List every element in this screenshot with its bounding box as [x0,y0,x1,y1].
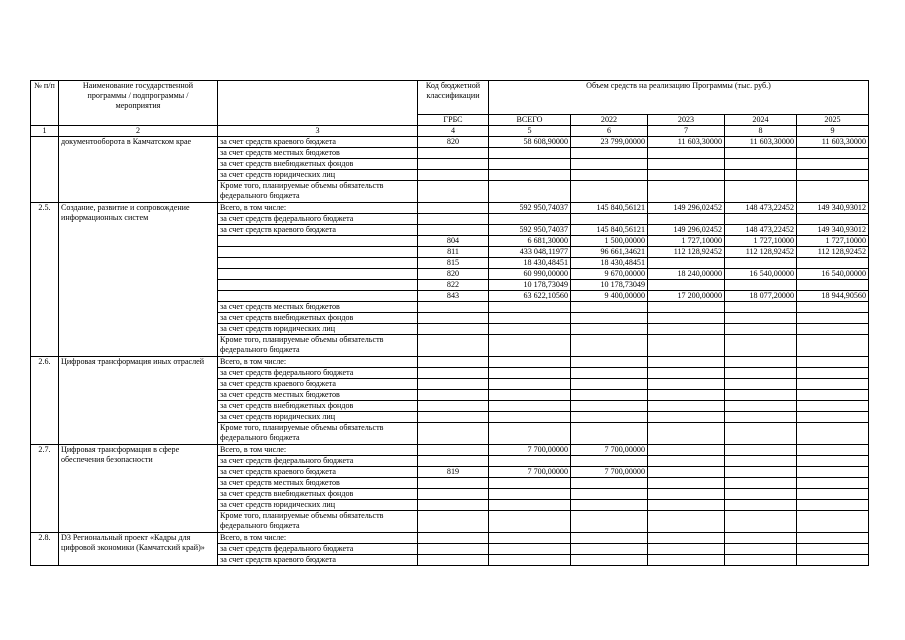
value-2023-cell [648,488,725,499]
value-2024-cell [725,411,797,422]
grbs-code-cell: 815 [418,257,489,268]
total-cell [489,356,571,367]
funding-source-cell: за счет средств краевого бюджета [218,378,418,389]
value-2025-cell: 112 128,92452 [797,246,869,257]
value-2023-cell [648,444,725,455]
value-2022-cell [571,532,648,543]
value-2025-cell [797,554,869,565]
grbs-code-cell [418,422,489,444]
value-2025-cell: 1 727,10000 [797,235,869,246]
total-cell [489,554,571,565]
funding-source-cell: за счет средств федерального бюджета [218,455,418,466]
funding-source-cell: за счет средств местных бюджетов [218,301,418,312]
value-2024-cell [725,477,797,488]
value-2022-cell [571,356,648,367]
grbs-code-cell [418,499,489,510]
funding-source-cell: за счет средств внебюджетных фондов [218,158,418,169]
value-2024-cell [725,378,797,389]
value-2022-cell: 1 500,00000 [571,235,648,246]
value-2025-cell [797,147,869,158]
header-blank [218,81,418,126]
section-name: документооборота в Камчатском крае [59,136,218,202]
value-2023-cell [648,180,725,202]
value-2025-cell [797,334,869,356]
value-2023-cell: 1 727,10000 [648,235,725,246]
grbs-code-cell [418,510,489,532]
funding-source-cell: за счет средств юридических лиц [218,169,418,180]
value-2024-cell [725,367,797,378]
value-2024-cell [725,169,797,180]
value-2022-cell: 96 661,34621 [571,246,648,257]
grbs-code-cell [418,444,489,455]
header-name: Наименование государственной программы / подпрограммы / мероприятия [59,81,218,126]
value-2024-cell [725,422,797,444]
value-2023-cell [648,323,725,334]
value-2024-cell: 112 128,92452 [725,246,797,257]
grbs-code-cell [418,400,489,411]
value-2025-cell [797,532,869,543]
value-2024-cell [725,323,797,334]
value-2025-cell [797,499,869,510]
value-2024-cell: 18 077,20000 [725,290,797,301]
value-2024-cell: 16 540,00000 [725,268,797,279]
total-cell [489,510,571,532]
value-2025-cell [797,279,869,290]
value-2022-cell: 10 178,73049 [571,279,648,290]
funding-source-cell: Кроме того, планируемые объемы обязательств федерального бюджета [218,510,418,532]
total-cell: 433 048,11977 [489,246,571,257]
total-cell: 60 990,00000 [489,268,571,279]
grbs-code-cell [418,158,489,169]
value-2025-cell [797,301,869,312]
value-2024-cell: 1 727,10000 [725,235,797,246]
total-cell [489,389,571,400]
value-2025-cell [797,455,869,466]
funding-source-cell [218,279,418,290]
table-header [31,81,869,137]
value-2023-cell [648,158,725,169]
table-row [31,136,869,147]
value-2023-cell [648,213,725,224]
funding-source-cell: за счет средств краевого бюджета [218,554,418,565]
total-cell [489,147,571,158]
value-2022-cell: 145 840,56121 [571,224,648,235]
value-2022-cell: 7 700,00000 [571,466,648,477]
value-2024-cell [725,312,797,323]
total-cell: 63 622,10560 [489,290,571,301]
grbs-code-cell [418,312,489,323]
value-2024-cell [725,389,797,400]
funding-source-cell: за счет средств федерального бюджета [218,367,418,378]
grbs-code-cell: 820 [418,268,489,279]
value-2025-cell: 11 603,30000 [797,136,869,147]
value-2024-cell [725,543,797,554]
grbs-code-cell [418,367,489,378]
funding-source-cell: за счет средств федерального бюджета [218,543,418,554]
grbs-code-cell [418,477,489,488]
value-2024-cell [725,301,797,312]
funding-source-cell: за счет средств юридических лиц [218,323,418,334]
funding-source-cell: Всего, в том числе: [218,202,418,213]
funding-source-cell: за счет средств внебюджетных фондов [218,488,418,499]
value-2024-cell [725,444,797,455]
funding-source-cell: за счет средств краевого бюджета [218,224,418,235]
value-2023-cell: 149 296,02452 [648,224,725,235]
value-2023-cell [648,378,725,389]
grbs-code-cell [418,147,489,158]
value-2022-cell: 9 670,00000 [571,268,648,279]
column-number: 9 [797,126,869,137]
header-total: ВСЕГО [489,115,571,126]
value-2023-cell [648,499,725,510]
value-2025-cell: 149 340,93012 [797,224,869,235]
value-2025-cell [797,257,869,268]
value-2022-cell [571,213,648,224]
value-2025-cell [797,378,869,389]
value-2025-cell [797,466,869,477]
total-cell [489,411,571,422]
value-2024-cell [725,147,797,158]
value-2023-cell [648,510,725,532]
header-2022: 2022 [571,115,648,126]
funding-source-cell [218,290,418,301]
value-2025-cell [797,158,869,169]
value-2022-cell [571,499,648,510]
value-2022-cell [571,334,648,356]
value-2022-cell: 145 840,56121 [571,202,648,213]
value-2025-cell [797,510,869,532]
grbs-code-cell [418,389,489,400]
grbs-code-cell [418,532,489,543]
header-volume: Объем средств на реализацию Программы (тыс. руб.) [489,81,869,115]
column-number: 5 [489,126,571,137]
value-2024-cell [725,499,797,510]
total-cell [489,169,571,180]
grbs-code-cell [418,213,489,224]
table-row [31,532,869,543]
grbs-code-cell [418,169,489,180]
value-2022-cell [571,367,648,378]
grbs-code-cell: 843 [418,290,489,301]
funding-source-cell: Всего, в том числе: [218,356,418,367]
total-cell [489,488,571,499]
grbs-code-cell [418,378,489,389]
value-2024-cell [725,213,797,224]
header-code: Код бюджетной классификации [418,81,489,115]
column-number: 3 [218,126,418,137]
grbs-code-cell [418,180,489,202]
value-2024-cell [725,400,797,411]
section-name: Создание, развитие и сопровождение информационных систем [59,202,218,356]
header-2025: 2025 [797,115,869,126]
total-cell [489,213,571,224]
total-cell [489,367,571,378]
value-2023-cell [648,400,725,411]
column-number: 1 [31,126,59,137]
value-2025-cell [797,312,869,323]
value-2025-cell [797,477,869,488]
value-2024-cell [725,554,797,565]
value-2023-cell [648,367,725,378]
value-2022-cell [571,422,648,444]
funding-source-cell [218,246,418,257]
grbs-code-cell: 820 [418,136,489,147]
value-2022-cell [571,510,648,532]
value-2023-cell: 17 200,00000 [648,290,725,301]
funding-source-cell: Кроме того, планируемые объемы обязательств федерального бюджета [218,180,418,202]
grbs-code-cell [418,356,489,367]
funding-source-cell: за счет средств федерального бюджета [218,213,418,224]
total-cell [489,334,571,356]
value-2023-cell [648,301,725,312]
value-2022-cell: 23 799,00000 [571,136,648,147]
value-2024-cell [725,488,797,499]
value-2022-cell [571,323,648,334]
value-2024-cell [725,279,797,290]
header-2024: 2024 [725,115,797,126]
value-2025-cell: 18 944,90560 [797,290,869,301]
funding-source-cell: за счет средств краевого бюджета [218,136,418,147]
total-cell [489,477,571,488]
table-body [31,136,869,565]
total-cell: 7 700,00000 [489,444,571,455]
total-cell: 592 950,74037 [489,224,571,235]
funding-source-cell: Кроме того, планируемые объемы обязательств федерального бюджета [218,422,418,444]
value-2022-cell [571,554,648,565]
funding-source-cell: за счет средств местных бюджетов [218,477,418,488]
value-2024-cell: 148 473,22452 [725,224,797,235]
table-row [31,444,869,455]
value-2023-cell: 18 240,00000 [648,268,725,279]
total-cell [489,543,571,554]
grbs-code-cell [418,301,489,312]
value-2022-cell: 7 700,00000 [571,444,648,455]
total-cell: 592 950,74037 [489,202,571,213]
header-grbs: ГРБС [418,115,489,126]
header-num: № п/п [31,81,59,126]
grbs-code-cell [418,543,489,554]
value-2023-cell [648,169,725,180]
header-2023: 2023 [648,115,725,126]
value-2022-cell [571,477,648,488]
value-2022-cell [571,543,648,554]
total-cell: 18 430,48451 [489,257,571,268]
value-2023-cell [648,279,725,290]
total-cell: 58 608,90000 [489,136,571,147]
total-cell [489,301,571,312]
value-2023-cell [648,466,725,477]
total-cell [489,378,571,389]
section-number: 2.6. [31,356,59,444]
total-cell: 10 178,73049 [489,279,571,290]
value-2025-cell [797,180,869,202]
grbs-code-cell [418,323,489,334]
value-2024-cell [725,180,797,202]
funding-source-cell [218,235,418,246]
total-cell: 7 700,00000 [489,466,571,477]
value-2024-cell [725,532,797,543]
value-2022-cell [571,301,648,312]
value-2025-cell [797,367,869,378]
grbs-code-cell: 811 [418,246,489,257]
value-2022-cell [571,389,648,400]
section-name: Цифровая трансформация в сфере обеспечения безопасности [59,444,218,532]
value-2025-cell [797,356,869,367]
value-2024-cell [725,455,797,466]
total-cell [489,158,571,169]
section-number: 2.7. [31,444,59,532]
value-2023-cell [648,455,725,466]
total-cell [489,499,571,510]
value-2023-cell [648,477,725,488]
value-2023-cell [648,312,725,323]
value-2023-cell [648,422,725,444]
total-cell [489,400,571,411]
value-2025-cell [797,488,869,499]
value-2023-cell [648,334,725,356]
grbs-code-cell [418,554,489,565]
grbs-code-cell: 804 [418,235,489,246]
column-number: 6 [571,126,648,137]
value-2025-cell: 149 340,93012 [797,202,869,213]
value-2022-cell [571,180,648,202]
funding-source-cell: Кроме того, планируемые объемы обязательств федерального бюджета [218,334,418,356]
value-2023-cell [648,356,725,367]
value-2023-cell: 149 296,02452 [648,202,725,213]
funding-source-cell: за счет средств юридических лиц [218,411,418,422]
section-number: 2.5. [31,202,59,356]
total-cell [489,180,571,202]
section-number: 2.8. [31,532,59,565]
total-cell [489,312,571,323]
value-2023-cell [648,411,725,422]
value-2023-cell [648,554,725,565]
funding-source-cell: за счет средств местных бюджетов [218,147,418,158]
value-2022-cell: 9 400,00000 [571,290,648,301]
value-2025-cell [797,169,869,180]
total-cell [489,455,571,466]
value-2025-cell [797,400,869,411]
column-number: 2 [59,126,218,137]
value-2025-cell [797,323,869,334]
total-cell [489,532,571,543]
value-2024-cell [725,158,797,169]
grbs-code-cell [418,488,489,499]
value-2022-cell [571,400,648,411]
column-number: 8 [725,126,797,137]
value-2025-cell: 16 540,00000 [797,268,869,279]
value-2024-cell: 11 603,30000 [725,136,797,147]
funding-source-cell: за счет средств внебюджетных фондов [218,312,418,323]
value-2022-cell [571,158,648,169]
value-2022-cell [571,169,648,180]
value-2022-cell [571,312,648,323]
value-2025-cell [797,213,869,224]
column-number: 7 [648,126,725,137]
value-2023-cell [648,532,725,543]
total-cell [489,323,571,334]
funding-source-cell: за счет средств местных бюджетов [218,389,418,400]
total-cell: 6 681,30000 [489,235,571,246]
funding-source-cell [218,268,418,279]
value-2025-cell [797,444,869,455]
budget-table [30,80,869,566]
value-2022-cell [571,488,648,499]
value-2022-cell: 18 430,48451 [571,257,648,268]
grbs-code-cell [418,334,489,356]
column-number: 4 [418,126,489,137]
value-2023-cell [648,257,725,268]
grbs-code-cell: 819 [418,466,489,477]
value-2025-cell [797,411,869,422]
section-name: Цифровая трансформация иных отраслей [59,356,218,444]
value-2023-cell: 112 128,92452 [648,246,725,257]
value-2025-cell [797,543,869,554]
table-row [31,356,869,367]
value-2024-cell [725,510,797,532]
value-2024-cell [725,356,797,367]
grbs-code-cell [418,455,489,466]
value-2024-cell: 148 473,22452 [725,202,797,213]
section-name: D3 Региональный проект «Кадры для цифровой экономики (Камчатский край)» [59,532,218,565]
grbs-code-cell: 822 [418,279,489,290]
value-2023-cell [648,147,725,158]
grbs-code-cell [418,202,489,213]
funding-source-cell: за счет средств краевого бюджета [218,466,418,477]
value-2025-cell [797,389,869,400]
funding-source-cell: за счет средств юридических лиц [218,499,418,510]
total-cell [489,422,571,444]
funding-source-cell [218,257,418,268]
funding-source-cell: за счет средств внебюджетных фондов [218,400,418,411]
value-2023-cell [648,543,725,554]
value-2024-cell [725,334,797,356]
grbs-code-cell [418,224,489,235]
value-2023-cell: 11 603,30000 [648,136,725,147]
value-2022-cell [571,147,648,158]
table-row [31,202,869,213]
value-2022-cell [571,411,648,422]
section-number [31,136,59,202]
value-2025-cell [797,422,869,444]
column-number-row [31,126,869,137]
value-2023-cell [648,389,725,400]
value-2022-cell [571,378,648,389]
grbs-code-cell [418,411,489,422]
value-2024-cell [725,257,797,268]
funding-source-cell: Всего, в том числе: [218,444,418,455]
value-2024-cell [725,466,797,477]
funding-source-cell: Всего, в том числе: [218,532,418,543]
value-2022-cell [571,455,648,466]
